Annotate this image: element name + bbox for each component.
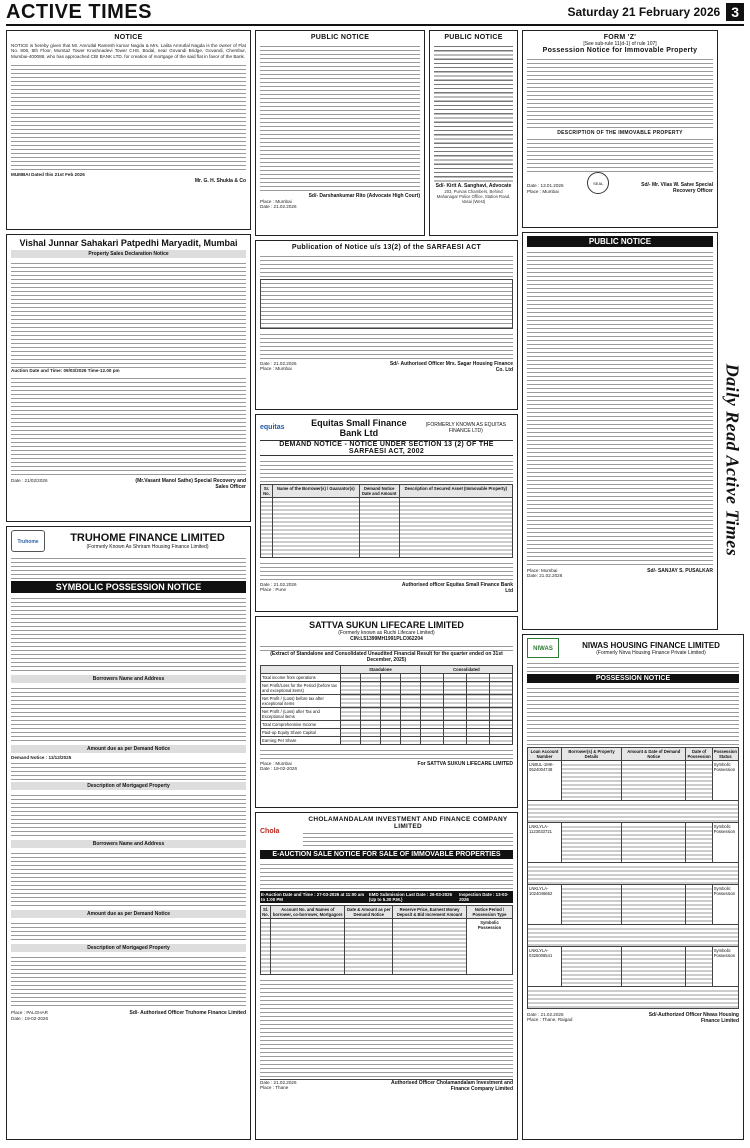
- niwas-header-row: [528, 748, 739, 761]
- table-row: [261, 729, 513, 737]
- notice3-address: 203, Purvas Chambers, Behind Mahanagar Police Office, Station Road, Vasai (West): [436, 189, 511, 204]
- publication-name: ACTIVE TIMES: [6, 0, 153, 23]
- sale-footer: [11, 478, 246, 490]
- borrowers-block-1: [11, 685, 246, 743]
- sale-signer: (Mr.Vasant Manol Sathe) Special Recovery and Sales Officer: [135, 478, 246, 491]
- table-cell: [528, 925, 739, 947]
- table-cell: [562, 761, 622, 801]
- niwas-status: Symbolic Possession: [712, 823, 738, 863]
- niwas-col-header: Borrower(s) & Property Details: [562, 748, 622, 761]
- sale-heading: Property Sales Declaration Notice: [11, 250, 246, 258]
- table-cell: [400, 721, 420, 729]
- niwas-place: Place : Thane, Raigad: [527, 1017, 573, 1023]
- table-cell: [489, 682, 512, 695]
- chola-address: [303, 830, 513, 848]
- table-cell: [443, 737, 466, 745]
- notice4-signer: Sd/- SANJAY S. PUSALKAR: [647, 568, 713, 574]
- table-cell: [466, 695, 489, 708]
- equitas-notice-title: DEMAND NOTICE - NOTICE UNDER SECTION 13 (2) OF THE SARFAESI ACT, 2002: [260, 440, 513, 456]
- equitas-logo: equitas: [260, 424, 285, 431]
- table-cell: [466, 674, 489, 682]
- amount-heading: Amount due as per Demand Notice: [11, 745, 246, 753]
- table-cell: [443, 674, 466, 682]
- table-cell: [686, 885, 712, 925]
- table-cell: [420, 695, 443, 708]
- truhome-title: TRUHOME FINANCE LIMITED: [70, 532, 225, 544]
- form-footer: [527, 172, 713, 194]
- sale-terms-block: [11, 375, 246, 475]
- notice-place: MUMBAI Dated this 21st Feb 2026: [11, 172, 85, 178]
- table-cell: [528, 801, 739, 823]
- niwas-former: (Formerly Nirva Housing Finance Private Limited): [596, 649, 706, 656]
- table-cell: [489, 729, 512, 737]
- sattva-row-label: Paid-up Equity Share Capital: [261, 729, 341, 737]
- niwas-col-header: Possession Status: [713, 749, 737, 759]
- equitas-title: Equitas Small Finance Bank Ltd: [311, 418, 407, 438]
- table-row: [528, 801, 739, 823]
- table-row: [261, 721, 513, 729]
- chola-inspection-date: Inspection Date : 13-03-2026: [459, 892, 509, 902]
- chola-title-block: [303, 816, 513, 848]
- niwas-signer: Sd/-Authorized Officer Niwas Housing Finance Limited: [648, 1012, 739, 1024]
- sattva-row-label: Total Comprehensive Income: [261, 721, 341, 729]
- borrowers-heading: Borrowers Name and Address: [11, 675, 246, 683]
- niwas-title-block: [563, 641, 739, 656]
- table-row: [261, 708, 513, 721]
- form-body: [527, 56, 713, 130]
- chola-terms: [260, 977, 513, 1077]
- table-cell: [443, 721, 466, 729]
- table-row: [528, 823, 739, 863]
- table-cell: [400, 737, 420, 745]
- sarfaesi-place-date: [260, 361, 297, 373]
- sarfaesi-body: [260, 331, 513, 361]
- table-cell: [380, 674, 400, 682]
- sattva-date: Date : 19-02-2026: [260, 766, 298, 772]
- table-cell: [622, 947, 686, 987]
- niwas-notice: [522, 634, 744, 1140]
- sale-date: Date : 21/02/2026: [11, 478, 48, 484]
- notice-kirit: [429, 30, 518, 236]
- sale-notice: [6, 234, 251, 522]
- niwas-account: LNBUL-1MK-0524004748: [528, 761, 562, 801]
- niwas-address: [527, 660, 739, 674]
- demand-notice: Demand Notice : 11/12/2025: [11, 755, 72, 760]
- table-cell: [261, 919, 271, 975]
- chola-logo: Chola: [260, 828, 280, 835]
- chola-col-header: Date & Amount as per Demand Notice: [345, 906, 393, 919]
- table-row: [528, 761, 739, 801]
- table-cell: [466, 721, 489, 729]
- table-cell: [622, 823, 686, 863]
- table-cell: [400, 682, 420, 695]
- notice4-place: Place: Mumbai: [527, 568, 558, 573]
- table-cell: [420, 674, 443, 682]
- notice2-body: [260, 43, 420, 193]
- table-cell: [420, 721, 443, 729]
- table-cell: [489, 674, 512, 682]
- form-desc: [527, 136, 713, 172]
- truhome-notice: [6, 526, 251, 1140]
- borrowers-block-2: [11, 850, 246, 908]
- sattva-cin: CIN:L51399MH1991PLC062204: [350, 636, 423, 642]
- chola-possession: Symbolic Possession: [467, 919, 513, 975]
- truhome-body: [11, 595, 246, 673]
- niwas-date-place: [527, 1012, 572, 1024]
- column-2: [255, 30, 518, 1144]
- chola-dates-strip: [260, 891, 513, 903]
- form-date-place: [527, 183, 564, 194]
- table-row: [261, 674, 513, 682]
- table-cell: [420, 708, 443, 721]
- chola-signer: Authorised Officer Cholamandalam Investment and Finance Company Limited: [391, 1080, 513, 1092]
- sale-text-block: [11, 260, 246, 368]
- table-cell: [562, 823, 622, 863]
- table-cell: [360, 682, 380, 695]
- truhome-address: [11, 555, 246, 581]
- table-cell: [360, 729, 380, 737]
- table-cell: [380, 721, 400, 729]
- chola-table: [260, 905, 513, 975]
- equitas-col-header: Description of Secured Asset (Immovable Property): [399, 485, 512, 498]
- amount-block-1: [11, 760, 246, 780]
- notice3-signer: Sd/- Kirit A. Sanghavi, Advocate: [435, 183, 512, 189]
- niwas-account: LNKLYLA-1123033721: [528, 823, 562, 863]
- table-cell: [359, 498, 399, 558]
- chola-date-place: [260, 1080, 297, 1092]
- equitas-header: [260, 418, 513, 438]
- table-cell: [420, 682, 443, 695]
- form-signer: Sd/- Mr. Vilas W. Satve Special Recovery Officer: [641, 182, 713, 194]
- chola-col-header: Reserve Price, Earnest Money Deposit & Bid Increment Amount: [393, 906, 467, 919]
- table-row: [261, 695, 513, 708]
- sattva-results: [255, 616, 518, 808]
- form-desc-heading: DESCRIPTION OF THE IMMOVABLE PROPERTY: [557, 130, 683, 136]
- table-cell: [622, 761, 686, 801]
- notice-text-block: [11, 62, 246, 172]
- sale-owner: Vishal Junnar Sahakari Patpedhi Maryadit, Mumbai: [19, 238, 238, 248]
- table-cell: [341, 721, 361, 729]
- table-cell: [528, 863, 739, 885]
- sarfaesi-place: Place : Mumbai: [260, 366, 292, 372]
- table-cell: [400, 695, 420, 708]
- niwas-status: Symbolic Possession: [712, 761, 738, 801]
- table-cell: [341, 674, 361, 682]
- table-cell: [360, 708, 380, 721]
- niwas-date: Date : 21.02.2026: [527, 1012, 564, 1017]
- form-place: Place : Mumbai: [527, 188, 559, 194]
- date-block: [567, 3, 744, 21]
- sarfaesi-intro: [260, 253, 513, 277]
- table-row: [528, 987, 739, 1009]
- table-cell: [686, 761, 712, 801]
- sattva-address: [260, 643, 513, 651]
- table-row: [528, 885, 739, 925]
- truhome-title-block: [49, 532, 246, 550]
- table-row: [261, 682, 513, 695]
- equitas-footer-text: [260, 560, 513, 582]
- niwas-logo: NIWAS: [527, 638, 559, 658]
- table-cell: [466, 682, 489, 695]
- sale-auction: Auction Date and Time: 09/03/2026 Time-12.00 pm: [11, 368, 120, 373]
- truhome-place: Place : PALGHAR: [11, 1010, 48, 1016]
- desc-block-1: [11, 792, 246, 838]
- desc-heading-1: Description of Mortgaged Property: [11, 782, 246, 790]
- sattva-former: (Formerly known as Ruchi Lifecare Limited): [338, 630, 435, 636]
- table-cell: [528, 987, 739, 1009]
- table-cell: [400, 729, 420, 737]
- chola-body: [260, 861, 513, 891]
- chola-header: [260, 816, 513, 848]
- notice4-footer: [527, 568, 713, 579]
- table-cell: [489, 708, 512, 721]
- notice2-place: Place : Mumbai: [260, 199, 292, 204]
- sarfaesi-table: [260, 279, 513, 329]
- sattva-note: [260, 747, 513, 761]
- notice-amrutlal: [6, 30, 251, 230]
- notice2-title: PUBLIC NOTICE: [310, 34, 370, 41]
- equitas-place-date: [260, 582, 297, 594]
- table-cell: [420, 729, 443, 737]
- truhome-subtitle: (Formerly Known As Shriram Housing Finance Limited): [86, 544, 209, 550]
- table-cell: [380, 729, 400, 737]
- masthead: [6, 0, 744, 26]
- table-row: [261, 919, 513, 975]
- sattva-section: (Extract of Standalone and Consolidated Unaudited Financial Result for the quarter ended on 31st December, 2025): [270, 651, 503, 663]
- chola-notice-title: E-AUCTION SALE NOTICE FOR SALE OF IMMOVABLE PROPERTIES: [260, 850, 513, 859]
- form-date: Date : 13.01.2026: [527, 183, 564, 189]
- truhome-header: [11, 530, 246, 552]
- table-cell: [443, 695, 466, 708]
- column-1: [6, 30, 251, 1144]
- sattva-standalone: Standalone: [341, 666, 421, 674]
- truhome-footer: [11, 1010, 246, 1021]
- chola-notice: [255, 812, 518, 1140]
- table-cell: [380, 708, 400, 721]
- table-cell: [622, 885, 686, 925]
- sarfaesi-notice: [255, 240, 518, 410]
- niwas-status: Symbolic Possession: [712, 885, 738, 925]
- table-cell: [489, 695, 512, 708]
- sarfaesi-signer: Sd/- Authorised Officer Mrs. Sagar Housing Finance Co. Ltd: [389, 361, 513, 373]
- seal-icon: SEAL: [587, 172, 609, 194]
- niwas-footer: [527, 1012, 739, 1024]
- equitas-place: Place : Pune: [260, 587, 287, 593]
- table-cell: [341, 737, 361, 745]
- table-cell: [360, 737, 380, 745]
- vertical-banner-text: Daily Read Active Times: [722, 363, 743, 557]
- notice3-title: PUBLIC NOTICE: [444, 34, 503, 41]
- equitas-former: (FORMERLY KNOWN AS EQUITAS FINANCE LTD): [425, 422, 506, 434]
- niwas-account: LNKLYLA-1024046662: [528, 885, 562, 925]
- table-cell: [443, 708, 466, 721]
- table-row: [261, 737, 513, 745]
- table-cell: [360, 721, 380, 729]
- table-cell: [341, 695, 361, 708]
- table-cell: [562, 947, 622, 987]
- table-cell: [489, 737, 512, 745]
- table-cell: [686, 947, 712, 987]
- table-cell: [400, 674, 420, 682]
- table-cell: [273, 498, 360, 558]
- table-cell: [686, 823, 712, 863]
- table-cell: [380, 695, 400, 708]
- issue-date: Saturday 21 February 2026: [567, 5, 721, 19]
- notice2-date: Date : 21.02.2026: [260, 204, 297, 210]
- equitas-table: [260, 484, 513, 558]
- truhome-logo: Truhome: [11, 530, 45, 552]
- sattva-place-date: [260, 761, 297, 772]
- public-notice-pusalkar: [522, 232, 718, 630]
- sattva-place: Place : Mumbai: [260, 761, 292, 766]
- chola-place: Place : Thane: [260, 1085, 289, 1091]
- table-cell: [562, 885, 622, 925]
- niwas-col-header: Loan Account Number: [528, 748, 562, 761]
- niwas-account: LNKLYLA-0325008541: [528, 947, 562, 987]
- equitas-notice: [255, 414, 518, 612]
- table-cell: [420, 737, 443, 745]
- amount-heading-2: Amount due as per Demand Notice: [11, 910, 246, 918]
- form-z-notice: [522, 30, 718, 228]
- notice2-signer: Sd/- Darshankumar Rito (Advocate High Court): [308, 193, 420, 199]
- form-title: FORM 'Z': [603, 34, 637, 41]
- table-cell: [489, 721, 512, 729]
- equitas-signer: Authorised officer Equitas Small Finance Bank Ltd: [401, 582, 513, 594]
- table-row: [528, 925, 739, 947]
- table-cell: [466, 729, 489, 737]
- table-row: [528, 863, 739, 885]
- chola-footer: [260, 1079, 513, 1092]
- notice-title: NOTICE: [114, 34, 143, 41]
- sattva-row-label: Earning Per Share: [261, 737, 341, 745]
- table-cell: [443, 682, 466, 695]
- notice4-place-date: [527, 568, 562, 579]
- column-3: [522, 30, 744, 1144]
- table-cell: [393, 919, 467, 975]
- sattva-row-label: Net Profit / (Loss) after Tax and Exceptional items: [261, 708, 341, 721]
- sattva-title: SATTVA SUKUN LIFECARE LIMITED: [309, 620, 464, 630]
- top-notices: [255, 30, 518, 236]
- table-cell: [261, 498, 273, 558]
- notice4-title: PUBLIC NOTICE: [527, 236, 713, 247]
- table-cell: [341, 708, 361, 721]
- chola-auction-date: E-Auction Date and Time : 27-03-2026 at 11:00 am to 1:00 PM: [261, 892, 365, 902]
- sattva-consolidated: Consolidated: [420, 666, 512, 674]
- niwas-status: Symbolic Possession: [712, 947, 738, 987]
- form-subtitle: [See sub-rule 11(d-1) of rule 107]: [583, 41, 657, 47]
- page-number: 3: [726, 3, 744, 21]
- chola-date: Date : 21.02.2026: [260, 1080, 297, 1085]
- borrowers-heading-2: Borrowers Name and Address: [11, 840, 246, 848]
- table-cell: [341, 682, 361, 695]
- sarfaesi-title: Publication of Notice u/s 13(2) of the SARFAESI ACT: [291, 244, 482, 251]
- equitas-header-row: [261, 485, 513, 498]
- table-cell: [380, 682, 400, 695]
- equitas-footer: [260, 582, 513, 594]
- equitas-col-header: Name of the Borrower(s) / Guarantor(s): [273, 485, 360, 498]
- niwas-table: [527, 747, 739, 1009]
- notice4-date: Date: 21.02.2026: [527, 573, 563, 579]
- sattva-row-label: Net Profit / (Loss) before tax after exceptional items: [261, 695, 341, 708]
- sattva-row-label: Total income from operations: [261, 674, 341, 682]
- table-cell: [360, 674, 380, 682]
- sattva-col-blank: [261, 666, 341, 674]
- table-row: [261, 498, 513, 558]
- chola-col-header: Account No. and Names of borrower, co-borrower, Mortgagors: [271, 906, 345, 919]
- table-cell: [466, 708, 489, 721]
- niwas-col-header: Amount & Date of Demand Notice: [622, 748, 686, 761]
- notice-body: NOTICE is hereby given that Mr. Amrutlal Ramesh kumar Nagda & Mrs. Lalita Amrutlal Nagda is the owner of Flat No. 806, 8th Floor, Mumtaz Tower Krushnadevi Tower CHS. Bodal, near Govandi Bridge, Govandi, Chembur, Mumbai-400088, who has approached CBI BANK LTD. for creation of mortgage of the said flat in favor of the Bank.: [11, 43, 246, 59]
- table-cell: [400, 708, 420, 721]
- niwas-title: NIWAS HOUSING FINANCE LIMITED: [582, 640, 720, 650]
- table-cell: [380, 737, 400, 745]
- table-cell: [466, 737, 489, 745]
- niwas-header: [527, 638, 739, 658]
- chola-header-row: [261, 906, 513, 919]
- chola-emd-date: EMD Submission Last Date : 26-03-2026 (Up to 5.30 P.M.): [368, 892, 453, 902]
- notice3-body: [434, 43, 513, 183]
- sattva-footer: [260, 761, 513, 772]
- table-cell: [399, 498, 512, 558]
- truhome-date: Date : 19-02-2026: [11, 1015, 49, 1021]
- amount-block-2: [11, 920, 246, 942]
- sattva-signer: For SATTVA SUKUN LIFECARE LIMITED: [417, 761, 513, 767]
- equitas-body: [260, 458, 513, 484]
- notice4-body: [527, 249, 713, 565]
- table-cell: [360, 695, 380, 708]
- truhome-place-date: [11, 1010, 48, 1021]
- niwas-col-header: Date of Possession: [687, 749, 711, 759]
- equitas-col-header: Sr. No.: [261, 485, 273, 498]
- desc-block-2: [11, 954, 246, 1006]
- notice-signer: Mr. G. H. Shukla & Co: [194, 177, 246, 184]
- table-cell: [345, 919, 393, 975]
- niwas-body: [527, 685, 739, 745]
- table-cell: [443, 729, 466, 737]
- niwas-notice-title: POSSESSION NOTICE: [527, 674, 739, 683]
- table-cell: [341, 729, 361, 737]
- vertical-banner: [720, 270, 744, 650]
- equitas-col-header: Demand Notice Date and Amount: [359, 485, 399, 498]
- sattva-table: [260, 665, 513, 745]
- truhome-notice-title: SYMBOLIC POSSESSION NOTICE: [11, 581, 246, 593]
- equitas-date: Date : 21.02.2026: [260, 582, 297, 587]
- sattva-header-row: [261, 666, 513, 674]
- chola-col-header: Sl. No.: [262, 907, 269, 917]
- truhome-signer: Sd/- Authorised Officer Truhome Finance Limited: [129, 1010, 246, 1017]
- notice-darshan: [255, 30, 425, 236]
- chola-title: CHOLAMANDALAM INVESTMENT AND FINANCE COMPANY LIMITED: [308, 816, 508, 830]
- table-row: [528, 947, 739, 987]
- desc-heading-2: Description of Mortgaged Property: [11, 944, 246, 952]
- table-cell: [271, 919, 345, 975]
- sarfaesi-date: Date : 21.02.2026: [260, 361, 297, 366]
- form-heading: Possession Notice for Immovable Property: [542, 47, 698, 54]
- sarfaesi-footer: [260, 361, 513, 373]
- chola-col-header: Notice Period / Possession Type: [467, 906, 513, 919]
- sattva-row-label: Net Profit/Loss for the Period (before tax and exceptional items): [261, 682, 341, 695]
